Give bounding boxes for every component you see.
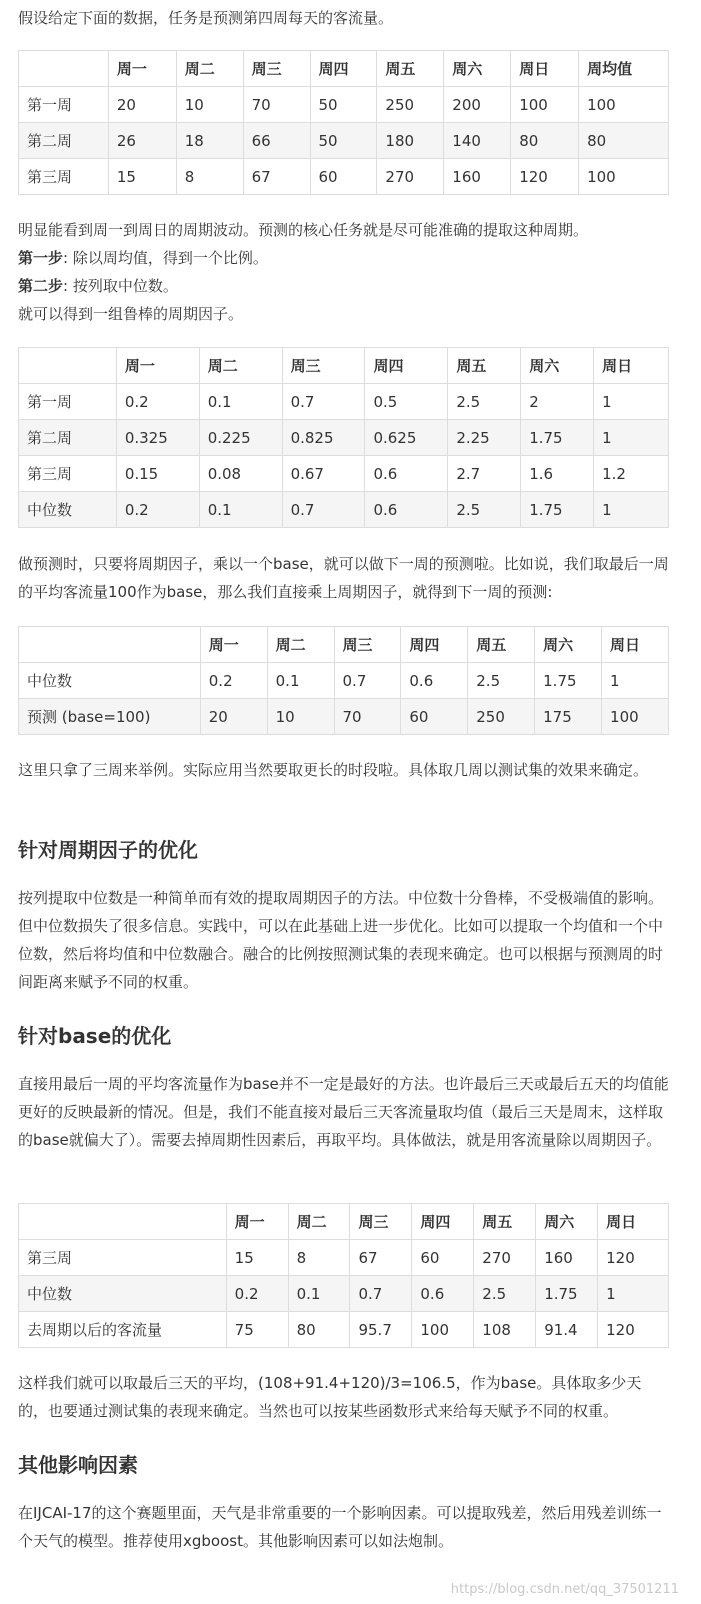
table-cell: 2.7 bbox=[448, 456, 521, 492]
table-cell: 2 bbox=[521, 384, 594, 420]
column-header: 周三 bbox=[334, 627, 401, 663]
steps-line-3 bbox=[18, 272, 669, 300]
column-header: 周二 bbox=[199, 348, 282, 384]
table-cell: 66 bbox=[243, 123, 310, 159]
table-cell: 10 bbox=[176, 87, 243, 123]
table-cell: 0.6 bbox=[365, 456, 448, 492]
table-cell: 10 bbox=[267, 699, 334, 735]
table-row bbox=[19, 420, 669, 456]
table-cell: 0.6 bbox=[412, 1276, 474, 1312]
table-cell: 15 bbox=[108, 159, 176, 195]
column-header: 周一 bbox=[200, 627, 267, 663]
table-cell: 0.15 bbox=[116, 456, 199, 492]
table-cell: 0.7 bbox=[282, 492, 365, 528]
table-cell: 70 bbox=[334, 699, 401, 735]
table-cell: 95.7 bbox=[350, 1312, 412, 1348]
steps-line-4: 就可以得到一组鲁棒的周期因子。 bbox=[18, 305, 244, 323]
table-row bbox=[19, 699, 669, 735]
table-header-row bbox=[19, 627, 669, 663]
table-row bbox=[19, 159, 669, 195]
table-cell: 1.6 bbox=[521, 456, 594, 492]
row-label-cell: 第一周 bbox=[19, 87, 109, 123]
table-cell: 100 bbox=[579, 87, 669, 123]
table-cell: 200 bbox=[444, 87, 511, 123]
heading-other-factors: 其他影响因素 bbox=[18, 1453, 138, 1477]
row-label-cell: 中位数 bbox=[19, 492, 117, 528]
column-header: 周五 bbox=[474, 1204, 536, 1240]
base-average-paragraph bbox=[18, 1369, 669, 1425]
base-paragraph bbox=[18, 1070, 669, 1154]
table-weekly-traffic bbox=[18, 50, 669, 195]
column-header: 周一 bbox=[108, 51, 176, 87]
table-cell: 15 bbox=[226, 1240, 288, 1276]
table-ratios bbox=[18, 347, 669, 528]
table-cell: 1 bbox=[594, 384, 669, 420]
table-header-row bbox=[19, 51, 669, 87]
period-factor-text: 按列提取中位数是一种简单而有效的提取周期因子的方法。中位数十分鲁棒，不受极端值的影响。但中位数损失了很多信息。实践中，可以在此基础上进一步优化。比如可以提取一个均值和一个中位数，然后将均值和中位数融合。融合的比例按照测试集的表现来确定。也可以根据与预测周的时间距离来赋予不同的权重。 bbox=[18, 889, 664, 991]
table-header-row bbox=[19, 348, 669, 384]
table-cell: 0.6 bbox=[365, 492, 448, 528]
table-cell: 1.75 bbox=[521, 420, 594, 456]
table-cell: 50 bbox=[310, 123, 377, 159]
table-header-row bbox=[19, 1204, 669, 1240]
column-header: 周日 bbox=[598, 1204, 669, 1240]
column-header: 周四 bbox=[310, 51, 377, 87]
table-cell: 0.2 bbox=[116, 492, 199, 528]
table-cell: 1.75 bbox=[535, 663, 602, 699]
table-cell: 80 bbox=[288, 1312, 350, 1348]
column-header: 周六 bbox=[521, 348, 594, 384]
table-cell: 100 bbox=[602, 699, 669, 735]
table-cell: 50 bbox=[310, 87, 377, 123]
column-header: 周四 bbox=[365, 348, 448, 384]
row-label-cell: 去周期以后的客流量 bbox=[19, 1312, 227, 1348]
table-row bbox=[19, 663, 669, 699]
table-cell: 0.08 bbox=[199, 456, 282, 492]
table-cell: 67 bbox=[243, 159, 310, 195]
table-cell: 26 bbox=[108, 123, 176, 159]
column-header: 周四 bbox=[401, 627, 468, 663]
table-cell: 180 bbox=[377, 123, 444, 159]
column-header: 周六 bbox=[536, 1204, 598, 1240]
row-label-cell: 中位数 bbox=[19, 663, 201, 699]
table-cell: 270 bbox=[377, 159, 444, 195]
table-cell: 0.625 bbox=[365, 420, 448, 456]
column-header: 周三 bbox=[350, 1204, 412, 1240]
section-heading-2 bbox=[18, 1021, 669, 1051]
row-label-cell: 第三周 bbox=[19, 456, 117, 492]
table-cell: 2.25 bbox=[448, 420, 521, 456]
table-cell: 1 bbox=[598, 1276, 669, 1312]
step2-label: 第二步 bbox=[18, 277, 64, 295]
prediction-table bbox=[18, 626, 669, 735]
table-cell: 0.825 bbox=[282, 420, 365, 456]
ratio-table bbox=[18, 347, 669, 528]
table-cell: 91.4 bbox=[536, 1312, 598, 1348]
period-factor-paragraph bbox=[18, 884, 669, 996]
column-header: 周日 bbox=[594, 348, 669, 384]
row-label-cell: 第一周 bbox=[19, 384, 117, 420]
column-header: 周六 bbox=[535, 627, 602, 663]
intro-paragraph bbox=[18, 4, 669, 32]
table-cell: 108 bbox=[474, 1312, 536, 1348]
table-cell: 0.7 bbox=[334, 663, 401, 699]
column-header: 周二 bbox=[288, 1204, 350, 1240]
table-cell: 0.7 bbox=[282, 384, 365, 420]
table-cell: 1.2 bbox=[594, 456, 669, 492]
table-cell: 0.7 bbox=[350, 1276, 412, 1312]
table-cell: 2.5 bbox=[474, 1276, 536, 1312]
table-cell: 70 bbox=[243, 87, 310, 123]
column-header: 周日 bbox=[602, 627, 669, 663]
table-row bbox=[19, 1276, 669, 1312]
table-cell: 60 bbox=[310, 159, 377, 195]
table-cell: 0.5 bbox=[365, 384, 448, 420]
table-cell: 0.1 bbox=[267, 663, 334, 699]
column-header: 周二 bbox=[267, 627, 334, 663]
table-cell: 250 bbox=[377, 87, 444, 123]
table-cell: 0.1 bbox=[199, 492, 282, 528]
table-cell: 75 bbox=[226, 1312, 288, 1348]
row-label-cell: 第二周 bbox=[19, 420, 117, 456]
column-header: 周五 bbox=[468, 627, 535, 663]
table-cell: 270 bbox=[474, 1240, 536, 1276]
column-header: 周一 bbox=[226, 1204, 288, 1240]
step1-text: : 除以周均值，得到一个比例。 bbox=[63, 249, 268, 267]
column-header: 周二 bbox=[176, 51, 243, 87]
table-cell: 80 bbox=[579, 123, 669, 159]
other-factors-text: 在IJCAI-17的这个赛题里面，天气是非常重要的一个影响因素。可以提取残差，然后用残差训练一个天气的模型。推荐使用xgboost。其他影响因素可以如法炮制。 bbox=[18, 1504, 662, 1550]
note-text: 这里只拿了三周来举例。实际应用当然要取更长的时段啦。具体取几周以测试集的效果来确定。 bbox=[18, 761, 649, 779]
table-cell: 120 bbox=[598, 1240, 669, 1276]
column-header bbox=[19, 51, 109, 87]
intro-text: 假设给定下面的数据，任务是预测第四周每天的客流量。 bbox=[18, 9, 394, 27]
table-cell: 160 bbox=[536, 1240, 598, 1276]
table-cell: 1 bbox=[602, 663, 669, 699]
column-header: 周三 bbox=[243, 51, 310, 87]
row-label-cell: 预测 (base=100) bbox=[19, 699, 201, 735]
table-cell: 1 bbox=[594, 492, 669, 528]
table-cell: 140 bbox=[444, 123, 511, 159]
table-cell: 120 bbox=[511, 159, 579, 195]
row-label-cell: 第二周 bbox=[19, 123, 109, 159]
table-cell: 18 bbox=[176, 123, 243, 159]
table-cell: 2.5 bbox=[468, 663, 535, 699]
table-cell: 175 bbox=[535, 699, 602, 735]
table-cell: 0.67 bbox=[282, 456, 365, 492]
row-label-cell: 中位数 bbox=[19, 1276, 227, 1312]
table-cell: 1 bbox=[594, 420, 669, 456]
row-label-cell: 第三周 bbox=[19, 1240, 227, 1276]
table-row bbox=[19, 123, 669, 159]
other-factors-paragraph bbox=[18, 1499, 669, 1555]
heading-period-factor: 针对周期因子的优化 bbox=[18, 838, 198, 862]
table-cell: 8 bbox=[288, 1240, 350, 1276]
table-cell: 100 bbox=[579, 159, 669, 195]
table-cell: 20 bbox=[200, 699, 267, 735]
column-header: 周五 bbox=[377, 51, 444, 87]
table-cell: 100 bbox=[412, 1312, 474, 1348]
column-header: 周均值 bbox=[579, 51, 669, 87]
table-cell: 0.2 bbox=[200, 663, 267, 699]
column-header: 周一 bbox=[116, 348, 199, 384]
step2-text: : 按列取中位数。 bbox=[63, 277, 178, 295]
column-header: 周日 bbox=[511, 51, 579, 87]
table-cell: 0.325 bbox=[116, 420, 199, 456]
section-heading-3 bbox=[18, 1450, 669, 1480]
watermark: https://blog.csdn.net/qq_37501211 bbox=[450, 1582, 679, 1597]
column-header bbox=[19, 348, 117, 384]
column-header bbox=[19, 627, 201, 663]
column-header: 周六 bbox=[444, 51, 511, 87]
table-cell: 2.5 bbox=[448, 492, 521, 528]
table-cell: 0.1 bbox=[288, 1276, 350, 1312]
table-cell: 160 bbox=[444, 159, 511, 195]
table-cell: 120 bbox=[598, 1312, 669, 1348]
steps-paragraph bbox=[18, 216, 669, 328]
table-row bbox=[19, 492, 669, 528]
table-cell: 0.2 bbox=[116, 384, 199, 420]
deperiodized-table bbox=[18, 1203, 669, 1348]
column-header: 周三 bbox=[282, 348, 365, 384]
table-cell: 67 bbox=[350, 1240, 412, 1276]
table-cell: 2.5 bbox=[448, 384, 521, 420]
prediction-text: 做预测时，只要将周期因子，乘以一个base，就可以做下一周的预测啦。比如说，我们取最后一周的平均客流量100作为base，那么我们直接乘上周期因子，就得到下一周的预测: bbox=[18, 555, 669, 601]
column-header: 周五 bbox=[448, 348, 521, 384]
table-cell: 1.75 bbox=[536, 1276, 598, 1312]
column-header bbox=[19, 1204, 227, 1240]
base-text: 直接用最后一周的平均客流量作为base并不一定是最好的方法。也许最后三天或最后五天的均值能更好的反映最新的情况。但是，我们不能直接对最后三天客流量取均值（最后三天是周末，这样取的base就偏大了）。需要去掉周期性因素后，再取平均。具体做法，就是用客流量除以周期因子。 bbox=[18, 1075, 669, 1149]
table-cell: 100 bbox=[511, 87, 579, 123]
table-cell: 1.75 bbox=[521, 492, 594, 528]
table-deperiodized bbox=[18, 1203, 669, 1348]
table-cell: 8 bbox=[176, 159, 243, 195]
steps-line-1: 明显能看到周一到周日的周期波动。预测的核心任务就是尽可能准确的提取这种周期。 bbox=[18, 221, 589, 239]
table-cell: 0.1 bbox=[199, 384, 282, 420]
table-cell: 0.2 bbox=[226, 1276, 288, 1312]
steps-line-2 bbox=[18, 244, 669, 272]
table-cell: 0.6 bbox=[401, 663, 468, 699]
row-label-cell: 第三周 bbox=[19, 159, 109, 195]
table-cell: 250 bbox=[468, 699, 535, 735]
base-average-text: 这样我们就可以取最后三天的平均，(108+91.4+120)/3=106.5，作为base。具体取多少天的，也要通过测试集的表现来确定。当然也可以按某些函数形式来给每天赋予不同的权重。 bbox=[18, 1374, 642, 1420]
weekly-traffic-table bbox=[18, 50, 669, 195]
table-cell: 60 bbox=[401, 699, 468, 735]
note-paragraph bbox=[18, 756, 669, 784]
table-row bbox=[19, 384, 669, 420]
table-cell: 60 bbox=[412, 1240, 474, 1276]
table-prediction bbox=[18, 626, 669, 735]
prediction-paragraph bbox=[18, 550, 669, 606]
table-row bbox=[19, 1312, 669, 1348]
heading-base: 针对base的优化 bbox=[18, 1024, 172, 1048]
section-heading-1 bbox=[18, 835, 669, 865]
step1-label: 第一步 bbox=[18, 249, 64, 267]
table-row bbox=[19, 87, 669, 123]
table-cell: 80 bbox=[511, 123, 579, 159]
table-row bbox=[19, 1240, 669, 1276]
table-cell: 20 bbox=[108, 87, 176, 123]
table-row bbox=[19, 456, 669, 492]
column-header: 周四 bbox=[412, 1204, 474, 1240]
table-cell: 0.225 bbox=[199, 420, 282, 456]
